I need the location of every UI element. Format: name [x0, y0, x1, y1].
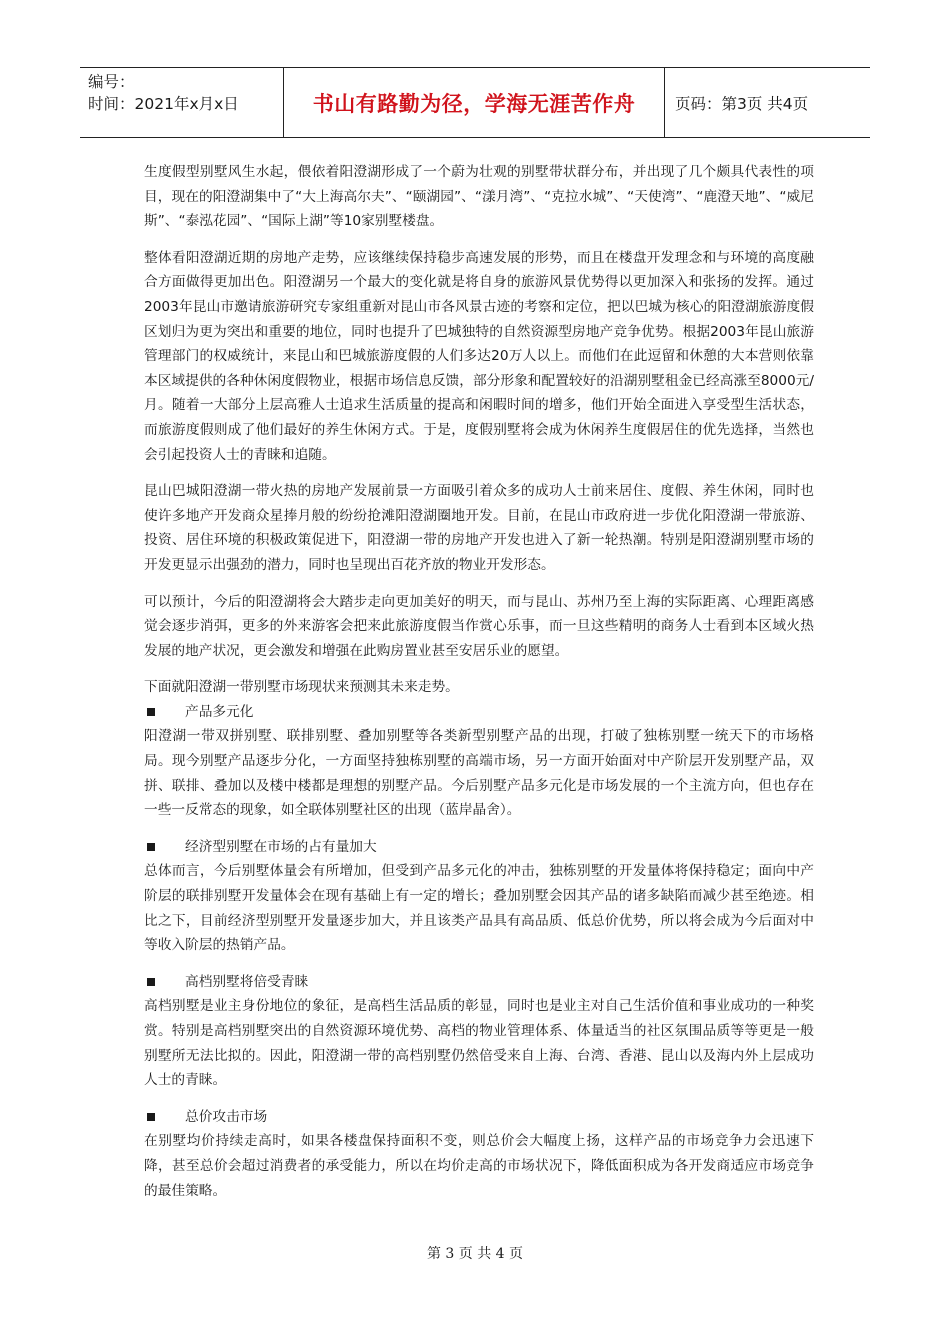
paragraph: 昆山巴城阳澄湖一带火热的房地产发展前景一方面吸引着众多的成功人士前来居住、度假、养生休闲，同时也使许多地产开发商众星捧月般的纷纷抢滩阳澄湖圈地开发。目前，在昆山市政府进一步优化阳澄湖一带旅游、投资、居住环境的积极政策促进下，阳澄湖一带的房地产开发也进入了新一轮热潮。特别是阳澄湖别墅市场的开发更显示出强劲的潜力，同时也呈现出百花齐放的物业开发形态。	[144, 483, 814, 573]
page-footer: 第 3 页 共 4 页	[426, 1246, 524, 1262]
header-page-code: 页码：第3页 共4页	[675, 94, 809, 113]
paragraph: 下面就阳澄湖一带别墅市场现状来预测其未来走势。	[144, 679, 459, 696]
section-body: 阳澄湖一带双拼别墅、联排别墅、叠加别墅等各类新型别墅产品的出现，打破了独栋别墅一统天下的市场格局。现今别墅产品逐步分化，一方面坚持独栋别墅的高端市场，另一方面开始面对中产阶层开发别墅产品，双拼、联排、叠加以及楼中楼都是理想的别墅产品。今后别墅产品多元化是市场发展的一个主流方向，但也存在一些一反常态的现象，如全联体别墅社区的出现（蓝岸晶舍）。	[144, 728, 814, 819]
number-label: 编号：	[88, 73, 135, 91]
section-title: 总价攻击市场	[185, 1108, 268, 1125]
document-header	[80, 67, 870, 138]
motto-text: 书山有路勤为径，学海无涯苦作舟	[312, 91, 636, 116]
square-bullet-icon	[147, 978, 155, 986]
section-title: 高档别墅将倍受青睐	[185, 973, 309, 990]
square-bullet-icon	[147, 843, 155, 851]
section-title: 经济型别墅在市场的占有量加大	[185, 838, 377, 855]
section-body: 高档别墅是业主身份地位的象征，是高档生活品质的彰显，同时也是业主对自己生活价值和事业成功的一种奖赏。特别是高档别墅突出的自然资源环境优势、高档的物业管理体系、体量适当的社区氛围品质等等更是一般别墅所无法比拟的。因此，阳澄湖一带的高档别墅仍然倍受来自上海、台湾、香港、昆山以及海内外上层成功人士的青睐。	[144, 998, 814, 1089]
section-body: 总体而言，今后别墅体量会有所增加，但受到产品多元化的冲击，独栋别墅的开发量体将保持稳定；面向中产阶层的联排别墅开发量体会在现有基础上有一定的增长；叠加别墅会因其产品的诸多缺陷而减少甚至绝迹。相比之下，目前经济型别墅开发量逐步加大，并且该类产品具有高品质、低总价优势，所以将会成为今后面对中等收入阶层的热销产品。	[144, 863, 814, 954]
square-bullet-icon	[147, 708, 155, 716]
header-motto-cell	[284, 68, 665, 137]
section-heading	[144, 700, 814, 725]
square-bullet-icon	[147, 1113, 155, 1121]
section-title: 产品多元化	[185, 703, 254, 720]
section-heading	[144, 970, 814, 995]
section-heading	[144, 835, 814, 860]
time-label: 时间：2021年x月x日	[88, 95, 239, 113]
paragraph: 整体看阳澄湖近期的房地产走势，应该继续保持稳步高速发展的形势，而且在楼盘开发理念和与环境的高度融合方面做得更加出色。阳澄湖另一个最大的变化就是将自身的旅游风景优势得以更加深入和张扬的发挥。通过2003年昆山市邀请旅游研究专家组重新对昆山市各风景古迹的考察和定位，把以巴城为核心的阳澄湖旅游度假区划归为更为突出和重要的地位，同时也提升了巴城独特的自然资源型房地产竞争优势。根据2003年昆山旅游管理部门的权威统计，来昆山和巴城旅游度假的人们多达20万人以上。而他们在此逗留和休憩的大本营则依靠本区域提供的各种休闲度假物业，根据市场信息反馈，部分形象和配置较好的沿湖别墅租金已经高涨至8000元/月。随着一大部分上层高雅人士追求生活质量的提高和闲暇时间的增多，他们开始全面进入享受型生活状态，而旅游度假则成了他们最好的养生休闲方式。于是，度假别墅将会成为休闲养生度假居住的优先选择，当然也会引起投资人士的青睐和追随。	[144, 249, 814, 463]
section-body: 在别墅均价持续走高时，如果各楼盘保持面积不变，则总价会大幅度上扬，这样产品的市场竞争力会迅速下降，甚至总价会超过消费者的承受能力，所以在均价走高的市场状况下，降低面积成为各开发商适应市场竞争的最佳策略。	[144, 1133, 814, 1199]
paragraph: 生度假型别墅风生水起，偎依着阳澄湖形成了一个蔚为壮观的别墅带状群分布，并出现了几个颇具代表性的项目，现在的阳澄湖集中了“大上海高尔夫”、“颐湖园”、“漾月湾”、“克拉水城”、“天使湾”、“鹿澄天地”、“威尼斯”、“泰泓花园”、“国际上湖”等10家别墅楼盘。	[144, 164, 814, 230]
section-heading	[144, 1105, 814, 1130]
paragraph: 可以预计，今后的阳澄湖将会大踏步走向更加美好的明天，而与昆山、苏州乃至上海的实际距离、心理距离感觉会逐步消弭，更多的外来游客会把来此旅游度假当作赏心乐事，而一旦这些精明的商务人士看到本区域火热发展的地产状况，更会激发和增强在此购房置业甚至安居乐业的愿望。	[144, 593, 814, 659]
header-meta	[80, 68, 284, 137]
document-body	[144, 160, 814, 1215]
